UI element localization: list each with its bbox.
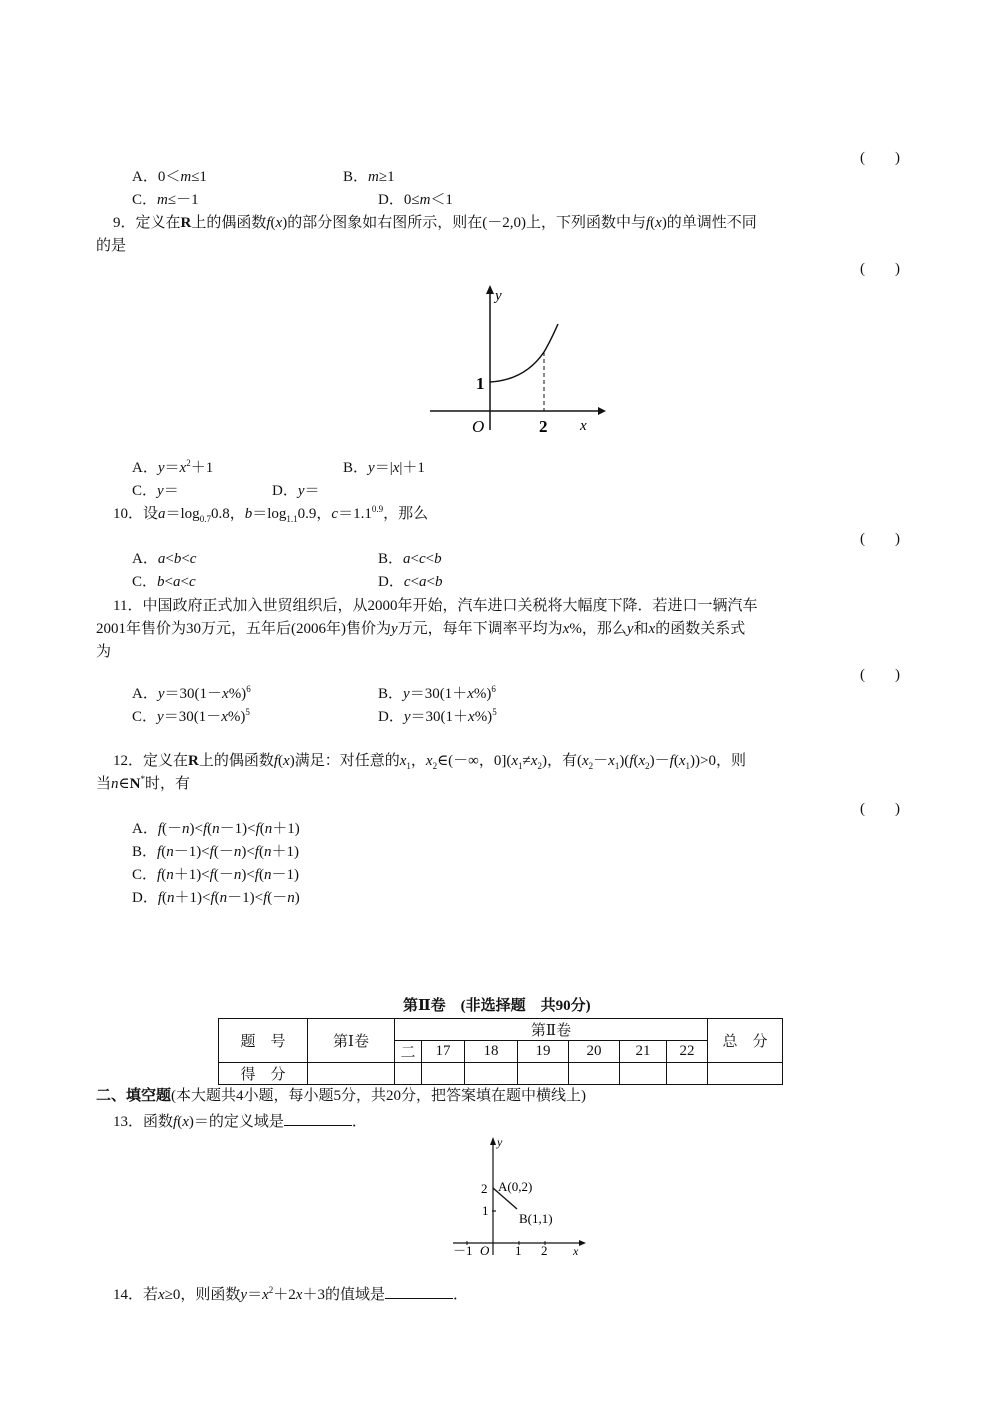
- option-a: A．$y=x^2+1$: [132, 458, 214, 476]
- x-tick-2: 2: [539, 417, 548, 436]
- question-11-stem: 11．中国政府正式加入世贸组织后，从2000年开始，汽车进口关税将大幅度下降．若进口一辆汽车: [113, 598, 758, 614]
- question-10-stem: 10．设$a=\log_{0.7}0.8$，$b=\log_{1.1}0.9$，$c=1.1^{0.9}$，那么: [113, 504, 429, 524]
- option-c: C．f(n＋1)<f(－n)<f(n－1): [132, 867, 299, 883]
- x-tick-1: 1: [515, 1243, 522, 1258]
- score-cell[interactable]: [708, 1063, 783, 1085]
- option-b: B．a<c<b: [378, 551, 442, 567]
- option-d: D．$y=30(1+x\%)^5$: [378, 707, 497, 725]
- subcol: 17: [422, 1041, 465, 1063]
- option-a: A．a<b<c: [132, 551, 197, 567]
- section-2-heading: 第Ⅱ卷 (非选择题 共90分): [403, 998, 591, 1014]
- score-table: [218, 1018, 783, 1085]
- subcol: 21: [620, 1041, 667, 1063]
- answer-paren-10: ( ): [860, 531, 900, 547]
- score-cell[interactable]: [395, 1063, 422, 1085]
- fill-desc: (本大题共4小题，每小题5分，共20分，把答案填在题中横线上): [171, 1088, 587, 1104]
- option-b: B．y＝|x|＋1: [343, 460, 425, 476]
- score-cell[interactable]: [308, 1063, 395, 1085]
- row-score-label: 得 分: [219, 1063, 308, 1085]
- answer-paren-8: ( ): [860, 150, 900, 166]
- header-tihao: 题 号: [219, 1019, 308, 1063]
- option-c: C．b<a<c: [132, 574, 196, 590]
- question-9-stem: 9．定义在R上的偶函数f(x)的部分图象如右图所示，则在(－2,0)上，下列函数中与f(x)的单调性不同: [113, 215, 757, 231]
- curve: [490, 324, 558, 382]
- score-cell[interactable]: [465, 1063, 518, 1085]
- y-tick-2: 2: [481, 1181, 488, 1196]
- score-cell[interactable]: [667, 1063, 708, 1085]
- option-a: A．f(－n)<f(n－1)<f(n＋1): [132, 821, 300, 837]
- option-d: D．y＝: [272, 483, 320, 499]
- option-a: A．$y=30(1-x\%)^6$: [132, 684, 251, 702]
- answer-blank-13[interactable]: [284, 1111, 352, 1126]
- score-cell[interactable]: [620, 1063, 667, 1085]
- score-cell[interactable]: [569, 1063, 620, 1085]
- option-c: C．m≤－1: [132, 192, 199, 208]
- x-axis-label: x: [573, 1244, 579, 1258]
- subcol: 18: [465, 1041, 518, 1063]
- subcol: 二: [395, 1041, 422, 1063]
- y-tick-1: 1: [482, 1203, 489, 1218]
- option-c: C．$y=30(1-x\%)^5$: [132, 707, 250, 725]
- subcol: 22: [667, 1041, 708, 1063]
- y-tick-1: 1: [476, 374, 485, 393]
- fill-section: [96, 1087, 586, 1105]
- question-14-stem: 14．若x≥0，则函数$y=x^2+2x+3$的值域是 ．: [113, 1285, 468, 1303]
- x-tick-2: 2: [541, 1243, 548, 1258]
- option-b: B．$y=30(1+x\%)^6$: [378, 684, 496, 702]
- score-cell[interactable]: [422, 1063, 465, 1085]
- x-axis-label: x: [580, 418, 587, 434]
- question-11-stem-cont: 2001年售价为30万元，五年后(2006年)售价为y万元，每年下调率平均为x%，那么y和x的函数关系式: [96, 621, 746, 637]
- question-9-stem-cont: 的是: [96, 238, 127, 254]
- option-a: A．0＜m≤1: [132, 169, 207, 185]
- q13-graph: [445, 1133, 595, 1261]
- score-cell[interactable]: [518, 1063, 569, 1085]
- option-d: D．f(n＋1)<f(n－1)<f(－n): [132, 890, 300, 906]
- header-juan1: 第Ⅰ卷: [308, 1019, 395, 1063]
- header-juan2: 第Ⅱ卷: [395, 1019, 708, 1041]
- option-d: D．c<a<b: [378, 574, 443, 590]
- option-b: B．m≥1: [343, 169, 395, 185]
- answer-blank-14[interactable]: [385, 1284, 453, 1299]
- answer-paren-11: ( ): [860, 667, 900, 683]
- origin-label: O: [472, 417, 485, 436]
- question-12-stem-cont: 当n∈N*时，有: [96, 774, 190, 792]
- y-axis-label: y: [495, 288, 502, 304]
- answer-paren-12: ( ): [860, 801, 900, 817]
- header-total: 总 分: [708, 1019, 783, 1063]
- point-b-label: B(1,1): [519, 1211, 553, 1226]
- x-tick-neg1: －1: [453, 1243, 473, 1258]
- answer-paren-9: ( ): [860, 261, 900, 277]
- option-d: D．0≤m＜1: [378, 192, 453, 208]
- subcol: 20: [569, 1041, 620, 1063]
- question-12-stem: 12．定义在R上的偶函数f(x)满足：对任意的$x_1$，$x_2\in(-\infty$，$0](x_1\ne x_2)$，有$(x_2-x_1)(f(x_2)-f(x_1))>0$，则: [113, 753, 746, 771]
- y-axis-label: y: [497, 1135, 503, 1149]
- point-a-label: A(0,2): [498, 1179, 533, 1194]
- q9-graph: [420, 280, 610, 440]
- option-c: C．y＝: [132, 483, 179, 499]
- option-b: B．f(n－1)<f(－n)<f(n＋1): [132, 844, 299, 860]
- question-11-stem-end: 为: [96, 644, 112, 660]
- fill-heading: 二、填空题: [96, 1088, 172, 1104]
- subcol: 19: [518, 1041, 569, 1063]
- question-13-stem: 13．函数f(x)＝的定义域是 ．: [113, 1111, 367, 1131]
- origin-label: O: [480, 1243, 490, 1258]
